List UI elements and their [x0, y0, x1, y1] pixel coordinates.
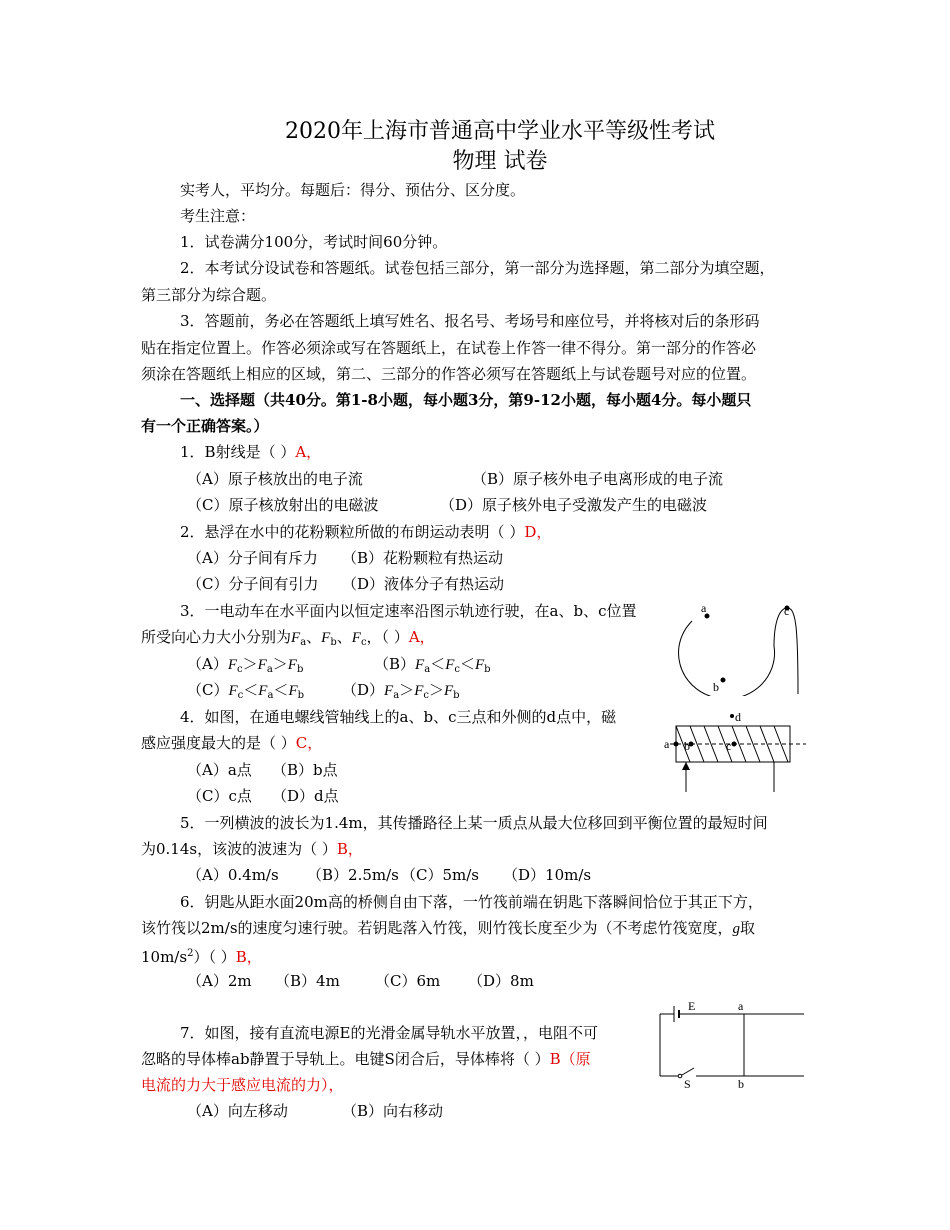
option-label: （B） — [374, 655, 416, 673]
q6-stem-c — [141, 944, 262, 967]
q7-answer-b: 电流的力大于感应电流的力）， — [141, 1076, 344, 1094]
unit-text: 10m/s — [141, 948, 188, 966]
relation: ＞ — [272, 655, 288, 673]
q4-option-c: （C）c点 — [187, 787, 252, 805]
point-a — [674, 742, 679, 747]
separator: 、 — [336, 628, 352, 646]
q7-answer-a: B（原 — [549, 1050, 591, 1068]
force-symbol: F — [443, 683, 454, 699]
notice-2a: 2．本考试分设试卷和答题纸。试卷包括三部分，第一部分为选择题，第二部分为填空题， — [180, 259, 775, 277]
q2-option-d: （D）液体分子有热运动 — [342, 575, 505, 593]
subscript: b — [297, 690, 305, 701]
label-a: a — [738, 999, 744, 1013]
relation: ＞ — [399, 681, 415, 699]
notice-3a: 3．答题前，务必在答题纸上填写姓名、报名号、考场号和座位号，并将核对后的条形码 — [180, 312, 760, 330]
subscript: b — [453, 690, 460, 701]
solenoid-figure — [660, 706, 810, 794]
force-symbol: F — [445, 657, 455, 673]
label-d: d — [735, 710, 741, 724]
q6-option-b: （B）4m — [275, 972, 340, 990]
q6-stem-b — [141, 918, 755, 939]
relation: ＜ — [459, 655, 475, 673]
subscript: a — [393, 690, 400, 701]
switch-blade — [682, 1068, 694, 1075]
option-label: （D） — [342, 681, 385, 699]
q2-stem-text: 2．悬浮在水中的花粉颗粒所做的布朗运动表明（ ） — [180, 523, 525, 541]
notice-3c: 须涂在答题纸上相应的区域，第二、三部分的作答必须写在答题纸上与试卷题号对应的位置。 — [141, 365, 757, 383]
relation: ＜ — [243, 681, 259, 699]
force-symbol: F — [287, 657, 297, 673]
subscript: a — [424, 664, 431, 675]
force-symbol: F — [384, 683, 394, 699]
q7-option-a: （A）向左移动 — [187, 1102, 288, 1120]
relation: ＜ — [273, 681, 289, 699]
force-symbol: F — [291, 630, 301, 646]
q3-answer: A， — [408, 628, 435, 646]
notice-3b: 贴在指定位置上。作答必须涂或写在答题纸上，在试卷上作答一律不得分。第一部分的作答必 — [141, 339, 757, 357]
q6-answer: B， — [235, 948, 262, 966]
current-arrow-icon — [682, 762, 690, 770]
q6-stem-b-text: 该竹筏以2m/s的速度匀速行驶。若钥匙落入竹筏，则竹筏长度至少为（不考虑竹筏宽度， — [141, 919, 733, 937]
force-symbol: F — [321, 630, 331, 646]
q5-stem-a: 5．一列横波的波长为1.4m，其传播路径上某一质点从最大位移回到平衡位置的最短时间 — [180, 814, 768, 832]
q7-option-b: （B）向右移动 — [342, 1102, 444, 1120]
q1-option-b: （B）原子核外电子电离形成的电子流 — [472, 470, 724, 488]
subscript: a — [267, 690, 274, 701]
q5-answer: B， — [336, 840, 363, 858]
subscript: c — [237, 664, 243, 675]
q3-stem-b — [141, 627, 435, 653]
section-heading-a: 一、选择题（共40分。第1-8小题，每小题3分，第9-12小题，每小题4分。每小题只 — [180, 391, 752, 409]
q1-stem-text: 1．B射线是（ ） — [180, 443, 296, 461]
q3-option-a — [187, 654, 303, 680]
q5-option-b: （B）2.5m/s — [307, 866, 399, 884]
q4-stem-text: 感应强度最大的是（ ） — [141, 734, 296, 752]
subscript: b — [296, 664, 304, 675]
q5-option-d: （D）10m/s — [503, 866, 592, 884]
subscript: c — [360, 637, 367, 648]
q1-option-d: （D）原子核外电子受激发产生的电磁波 — [440, 496, 708, 514]
q1-answer: A， — [295, 443, 322, 461]
label-b: b — [684, 739, 690, 753]
q6-stem-a: 6．钥匙从距水面20m高的桥侧自由下落，一竹筏前端在钥匙下落瞬间恰位于其正下方， — [180, 893, 763, 911]
trajectory-figure — [670, 596, 815, 696]
q2-option-b: （B）花粉颗粒有热运动 — [342, 549, 504, 567]
q3-stem-b-text: 所受向心力大小分别为 — [141, 628, 292, 646]
q4-stem-b — [141, 733, 322, 753]
separator: 、 — [306, 628, 322, 646]
relation: ＞ — [242, 655, 258, 673]
q3-option-d — [342, 680, 460, 706]
point-b — [721, 678, 726, 683]
page-title: 2020年上海市普通高中学业水平等级性考试 — [285, 119, 715, 144]
q7-stem-b — [141, 1049, 591, 1069]
q6-option-c: （C）6m — [375, 972, 441, 990]
q3-option-b — [374, 654, 491, 680]
q1-option-c: （C）原子核放射出的电磁波 — [187, 496, 379, 514]
subscript: b — [484, 664, 491, 675]
subscript: c — [454, 664, 460, 675]
label-a: a — [701, 601, 707, 615]
q4-option-b: （B）b点 — [272, 761, 338, 779]
label-c: c — [784, 604, 790, 618]
q5-option-a: （A）0.4m/s — [187, 866, 279, 884]
q6-stem-b-tail: 取 — [740, 919, 756, 937]
relation: ＜ — [430, 655, 446, 673]
force-symbol: F — [257, 657, 267, 673]
force-symbol: F — [415, 657, 425, 673]
subscript: c — [237, 690, 244, 701]
superscript: 2 — [187, 948, 194, 959]
circuit-figure — [652, 996, 812, 1092]
label-a: a — [664, 737, 670, 751]
force-symbol: F — [351, 630, 361, 646]
q4-option-d: （D）d点 — [272, 787, 339, 805]
trajectory-path — [679, 608, 798, 696]
force-symbol: F — [288, 683, 298, 699]
option-label: （A） — [187, 655, 228, 673]
force-symbol: F — [414, 683, 424, 699]
q1-stem — [180, 442, 321, 462]
relation: ＞ — [428, 681, 444, 699]
notice-1: 1．试卷满分100分，考试时间60分钟。 — [180, 233, 448, 251]
gravity-symbol: g — [732, 921, 741, 937]
point-c — [732, 742, 737, 747]
q1-option-a: （A）原子核放出的电子流 — [187, 470, 363, 488]
point-d — [730, 714, 734, 718]
q3-option-c — [187, 680, 304, 706]
q3-stem-a: 3．一电动车在水平面内以恒定速率沿图示轨迹行驶，在a、b、c位置 — [180, 602, 637, 620]
q6-stem-c-tail: ）（ ） — [193, 948, 236, 966]
force-symbol: F — [228, 683, 238, 699]
label-S: S — [684, 1077, 691, 1091]
q3-stem-tail: ，（ ） — [366, 628, 409, 646]
page-subtitle: 物理 试卷 — [452, 149, 548, 174]
option-label: （C） — [187, 681, 229, 699]
q7-stem-a: 7．如图，接有直流电源E的光滑金属导轨水平放置，，电阻不可 — [180, 1024, 598, 1042]
subscript: a — [300, 637, 307, 648]
label-b: b — [713, 680, 719, 694]
q4-answer: C， — [295, 734, 323, 752]
subscript: a — [266, 664, 273, 675]
notice-label: 考生注意： — [180, 207, 256, 225]
force-symbol: F — [227, 657, 238, 673]
label-E: E — [688, 999, 696, 1013]
q7-stem-text: 忽略的导体棒ab静置于导轨上。电键S闭合后，导体棒将（ ） — [141, 1050, 550, 1068]
q5-stem-text: 为0.14s，该波的波速为（ ） — [141, 840, 337, 858]
subscript: c — [423, 690, 429, 701]
section-heading-b: 有一个正确答案。） — [141, 417, 269, 435]
q4-option-a: （A）a点 — [187, 761, 252, 779]
subscript: b — [330, 637, 337, 648]
q2-stem — [180, 522, 551, 542]
q2-option-a: （A）分子间有斥力 — [187, 549, 318, 567]
q2-answer: D， — [524, 523, 552, 541]
label-b: b — [738, 1077, 744, 1091]
q4-stem-a: 4．如图，在通电螺线管轴线上的a、b、c三点和外侧的d点中，磁 — [180, 708, 617, 726]
stats-line: 实考人，平均分。每题后：得分、预估分、区分度。 — [180, 181, 526, 199]
q6-option-d: （D）8m — [468, 972, 534, 990]
switch-contact — [678, 1074, 682, 1078]
q2-option-c: （C）分子间有引力 — [187, 575, 319, 593]
notice-2b: 第三部分为综合题。 — [141, 286, 277, 304]
force-symbol: F — [258, 683, 268, 699]
q6-option-a: （A）2m — [187, 972, 252, 990]
label-c: c — [726, 739, 732, 753]
q5-option-c: （C）5m/s — [401, 866, 479, 884]
force-symbol: F — [474, 657, 485, 673]
q5-stem-b — [141, 839, 363, 859]
